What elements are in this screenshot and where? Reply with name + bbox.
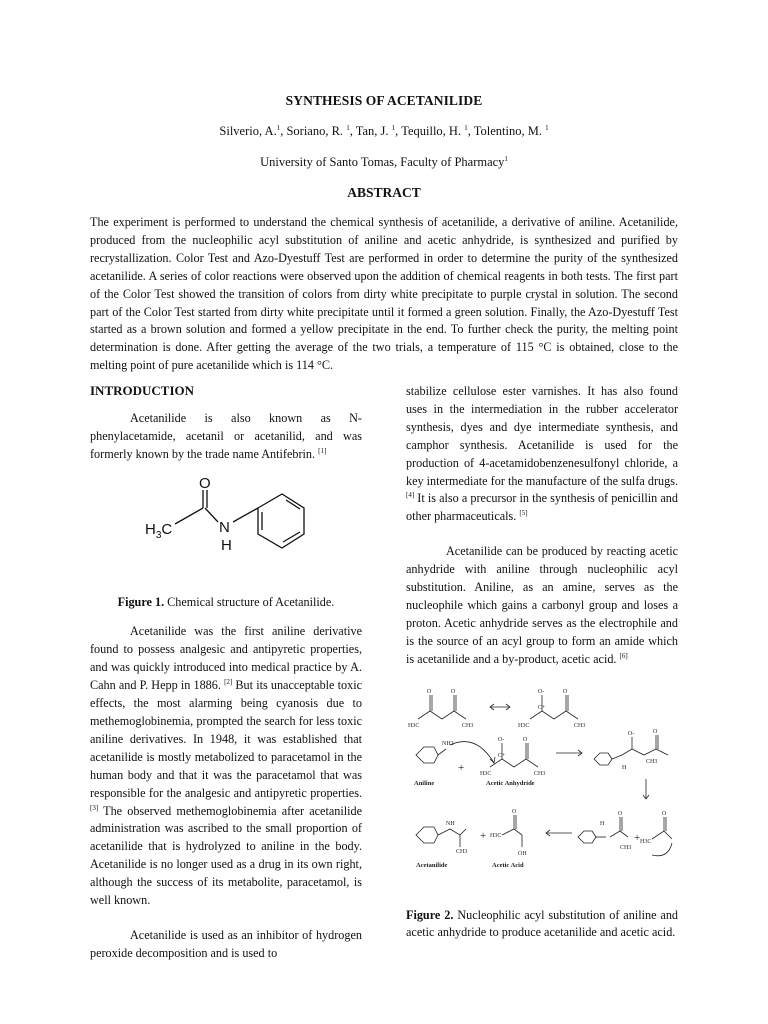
svg-text:C+: C+ (538, 704, 546, 711)
figure-1-caption: Figure 1. Chemical structure of Acetanilide. (117, 594, 335, 609)
methyl-group: $H_3C$ (145, 520, 173, 541)
svg-text:O: O (523, 736, 528, 743)
svg-text:O: O (653, 728, 658, 735)
nitrogen-atom: N (219, 518, 230, 536)
svg-text:H3C: H3C (640, 838, 652, 845)
right-column (406, 383, 678, 942)
intro-paragraph-2: Acetanilide was the first aniline derivative found to possess analgesic and antipyretic properties, and was quickly introduced into medical practice by A. Cahn and P. Hepp in 1886. [2] But its unacceptable toxic effects, the most alarming being cyanosis due to methemoglobinemia, prompted the search for less toxic aniline derivatives. In 1948, it was established that acetanilide is mostly metabolized to paracetamol in the human body and that it was the paracetamol that was responsible for the analgesic and antipyretic properties. [3] The observed methemoglobinemia after acetanilide administration was ascribed to the small proportion of acetanilide that is hydrolyzed to aniline in the body. Acetanilide is no longer used as a drug in its own right, although the success of its metabolite, paracetamol, is well known. (90, 624, 363, 908)
aniline-label: Aniline (414, 779, 435, 787)
svg-text:O: O (512, 808, 517, 815)
author: Soriano, R. $^1$, (286, 123, 356, 138)
author: Silverio, A.$^1$, (219, 123, 287, 138)
introduction-heading: INTRODUCTION (90, 383, 195, 398)
intro-paragraph-3: Acetanilide is used as an inhibitor of hydrogen peroxide decomposition and is used to (90, 927, 362, 960)
svg-text:O-: O- (538, 688, 545, 695)
svg-text:H3C: H3C (518, 722, 530, 729)
svg-text:CH3: CH3 (574, 722, 586, 729)
abstract-heading: ABSTRACT (347, 185, 421, 200)
intro-paragraph-1: Acetanilide is also known as N-phenylacetamide, acetanil or acetanilid, and was formerly known by the trade name Antifebrin. [1] (90, 410, 362, 461)
oxygen-atom: O (199, 474, 211, 492)
intro-paragraph-5: Acetanilide can be produced by reacting acetic anhydride with aniline through nucleophilic acyl substitution. Aniline, as an amine, serves as the nucleophile which gains a carbonyl group and loses a proton. Acetic anhydride serves as the electrophile and is the source of an acyl group to form an amide which is acetanilide and a by-product, acetic acid. [6] (406, 544, 678, 666)
author: Tan, J. $^1$, (355, 123, 402, 138)
svg-text:O-: O- (498, 736, 505, 743)
svg-text:O: O (427, 688, 432, 695)
svg-text:O: O (662, 810, 667, 817)
svg-text:H3C: H3C (408, 722, 420, 729)
svg-text:CH3: CH3 (620, 844, 632, 851)
svg-text:CH3: CH3 (462, 722, 474, 729)
svg-text:OH: OH (518, 850, 527, 857)
svg-text:H: H (622, 764, 627, 771)
svg-text:CH3: CH3 (456, 848, 468, 855)
left-column (90, 382, 362, 963)
figure-1-structure (90, 472, 362, 582)
svg-text:H3C: H3C (490, 832, 502, 839)
svg-text:O: O (451, 688, 456, 695)
citation[interactable]: [1] (318, 446, 327, 455)
citation[interactable]: [6] (619, 651, 628, 660)
svg-text:NH2: NH2 (442, 740, 454, 747)
acetic-acid-label: Acetic Acid (492, 861, 524, 869)
acetanilide-label: Acetanilide (416, 861, 448, 869)
paper-title: SYNTHESIS OF ACETANILIDE (285, 93, 483, 108)
acetic-anhydride-label: Acetic Anhydride (486, 779, 535, 787)
svg-text:NH: NH (446, 820, 455, 827)
svg-text:+: + (458, 761, 465, 774)
citation[interactable]: [5] (519, 509, 528, 518)
svg-text:+: + (634, 831, 641, 844)
svg-text:C+: C+ (498, 752, 506, 759)
svg-text:H: H (600, 820, 605, 827)
affiliation: University of Santo Tomas, Faculty of Pharmacy$^1$ (260, 154, 508, 169)
svg-text:O: O (618, 810, 623, 817)
author-list (0, 124, 768, 139)
citation[interactable]: [4] (406, 491, 415, 500)
hydrogen-atom: H (221, 536, 232, 554)
svg-text:CH3: CH3 (646, 758, 658, 765)
figure-2-caption: Figure 2. Nucleophilic acyl substitution of aniline and acetic anhydride to produce acetanilide and acetic acid. (406, 907, 679, 940)
citation[interactable]: [2] (224, 678, 233, 687)
svg-text:O: O (563, 688, 568, 695)
svg-text:O-: O- (628, 730, 635, 737)
citation[interactable]: [3] (90, 803, 99, 812)
svg-text:H3C: H3C (480, 770, 492, 777)
figure-2-reaction-scheme (406, 683, 678, 895)
svg-text:CH3: CH3 (534, 770, 546, 777)
author: Tequillo, H. $^1$, (401, 123, 474, 138)
abstract-body: The experiment is performed to understand the chemical synthesis of acetanilide, a derivative of aniline. Acetanilide, produced from the nucleophilic acyl substitution of aniline and acetic anhydride, is synthesized and purified by recrystallization. Color Test and Azo-Dyestuff Test are performed in order to determine the purity of the synthesized acetanilide. A series of color reactions were observed upon the addition of chemical reagents in both tests. The first part of the Color Test showed the transition of colors from dirty white precipitate to purple crystal in solution. The second part of the Color Test started from dirty white precipitate until it formed a green solution. Finally, the Azo-Dyestuff Test started as a brown solution and formed a yellow precipitate in the end. To further check the purity, the melting point determination is done. After getting the average of the two trials, a temperature of 115 °C is obtained, close to the melting point of pure acetanilide which is 114 °C. (90, 215, 678, 373)
intro-paragraph-4: stabilize cellulose ester varnishes. It has also found uses in the intermediation in the rubber accelerator synthesis, dyes and dye intermediate synthesis, and camphor synthesis. Acetanilide is used for the production of 4-acetamidobenzenesulfonyl chloride, a key intermediate for the manufacture of the sulfa drugs. [4] It is also a precursor in the synthesis of penicillin and other pharmaceuticals. [5] (406, 384, 678, 524)
svg-text:+: + (480, 829, 487, 842)
author: Tolentino, M. $^1$ (473, 123, 549, 138)
